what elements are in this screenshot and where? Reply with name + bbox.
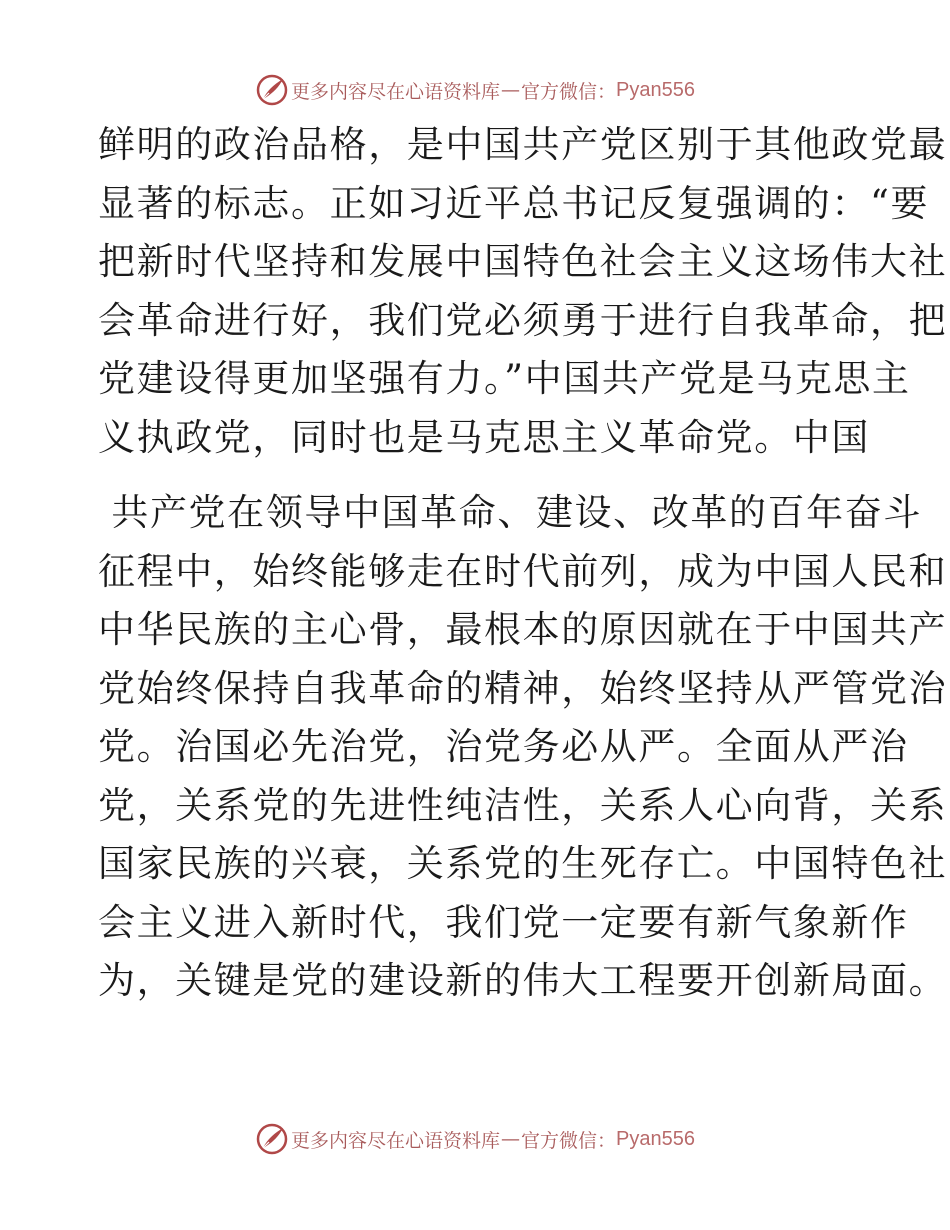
text-line: 党。治国必先治党，治党务必从严。全面从严治 (98, 725, 909, 768)
header-separator: — (501, 79, 521, 101)
header-brand-text: 更多内容尽在心语资料库 (291, 80, 501, 103)
text-line: 党始终保持自我革命的精神，始终坚持从严管党治 (98, 666, 948, 710)
paragraph-gap (98, 467, 858, 484)
text-line: 鲜明的政治品格，是中国共产党区别于其他政党最 (98, 123, 948, 166)
footer-watermark-banner (0, 1121, 950, 1157)
header-wechat-label: 官方微信： (521, 80, 617, 103)
footer-wechat-id: Pyan556 (616, 1127, 695, 1150)
paragraph-1 (98, 116, 948, 467)
text-line: 共产党在领导中国革命、建设、改革的百年奋斗 (98, 491, 922, 534)
text-line: 会主义进入新时代，我们党一定要有新气象新作 (98, 900, 909, 944)
text-line: 党建设得更加坚强有力。”中国共产党是马克思主 (98, 357, 911, 400)
text-line: 显著的标志。正如习近平总书记反复强调的：“要 (98, 181, 930, 225)
paragraph-2 (98, 484, 948, 1011)
header-wechat-id: Pyan556 (616, 78, 695, 101)
footer-separator: — (501, 1128, 521, 1150)
text-line: 征程中，始终能够走在时代前列，成为中国人民和 (98, 549, 948, 593)
document-body (98, 116, 948, 1011)
text-line: 中华民族的主心骨，最根本的原因就在于中国共产 (98, 608, 948, 651)
text-line: 国家民族的兴衰，关系党的生死存亡。中国特色社 (98, 842, 948, 885)
text-line: 党，关系党的先进性纯洁性，关系人心向背，关系 (98, 783, 948, 827)
quill-pen-logo-icon (255, 1122, 289, 1156)
footer-wechat-label: 官方微信： (521, 1129, 617, 1152)
text-line: 为，关键是党的建设新的伟大工程要开创新局面。 (98, 959, 948, 1002)
text-line: 义执政党，同时也是马克思主义革命党。中国 (98, 415, 870, 459)
text-line: 会革命进行好，我们党必须勇于进行自我革命，把 (98, 298, 948, 342)
text-line: 把新时代坚持和发展中国特色社会主义这场伟大社 (98, 240, 948, 283)
quill-pen-logo-icon (255, 73, 289, 107)
footer-brand-text: 更多内容尽在心语资料库 (291, 1129, 501, 1152)
header-watermark-banner (0, 72, 950, 108)
